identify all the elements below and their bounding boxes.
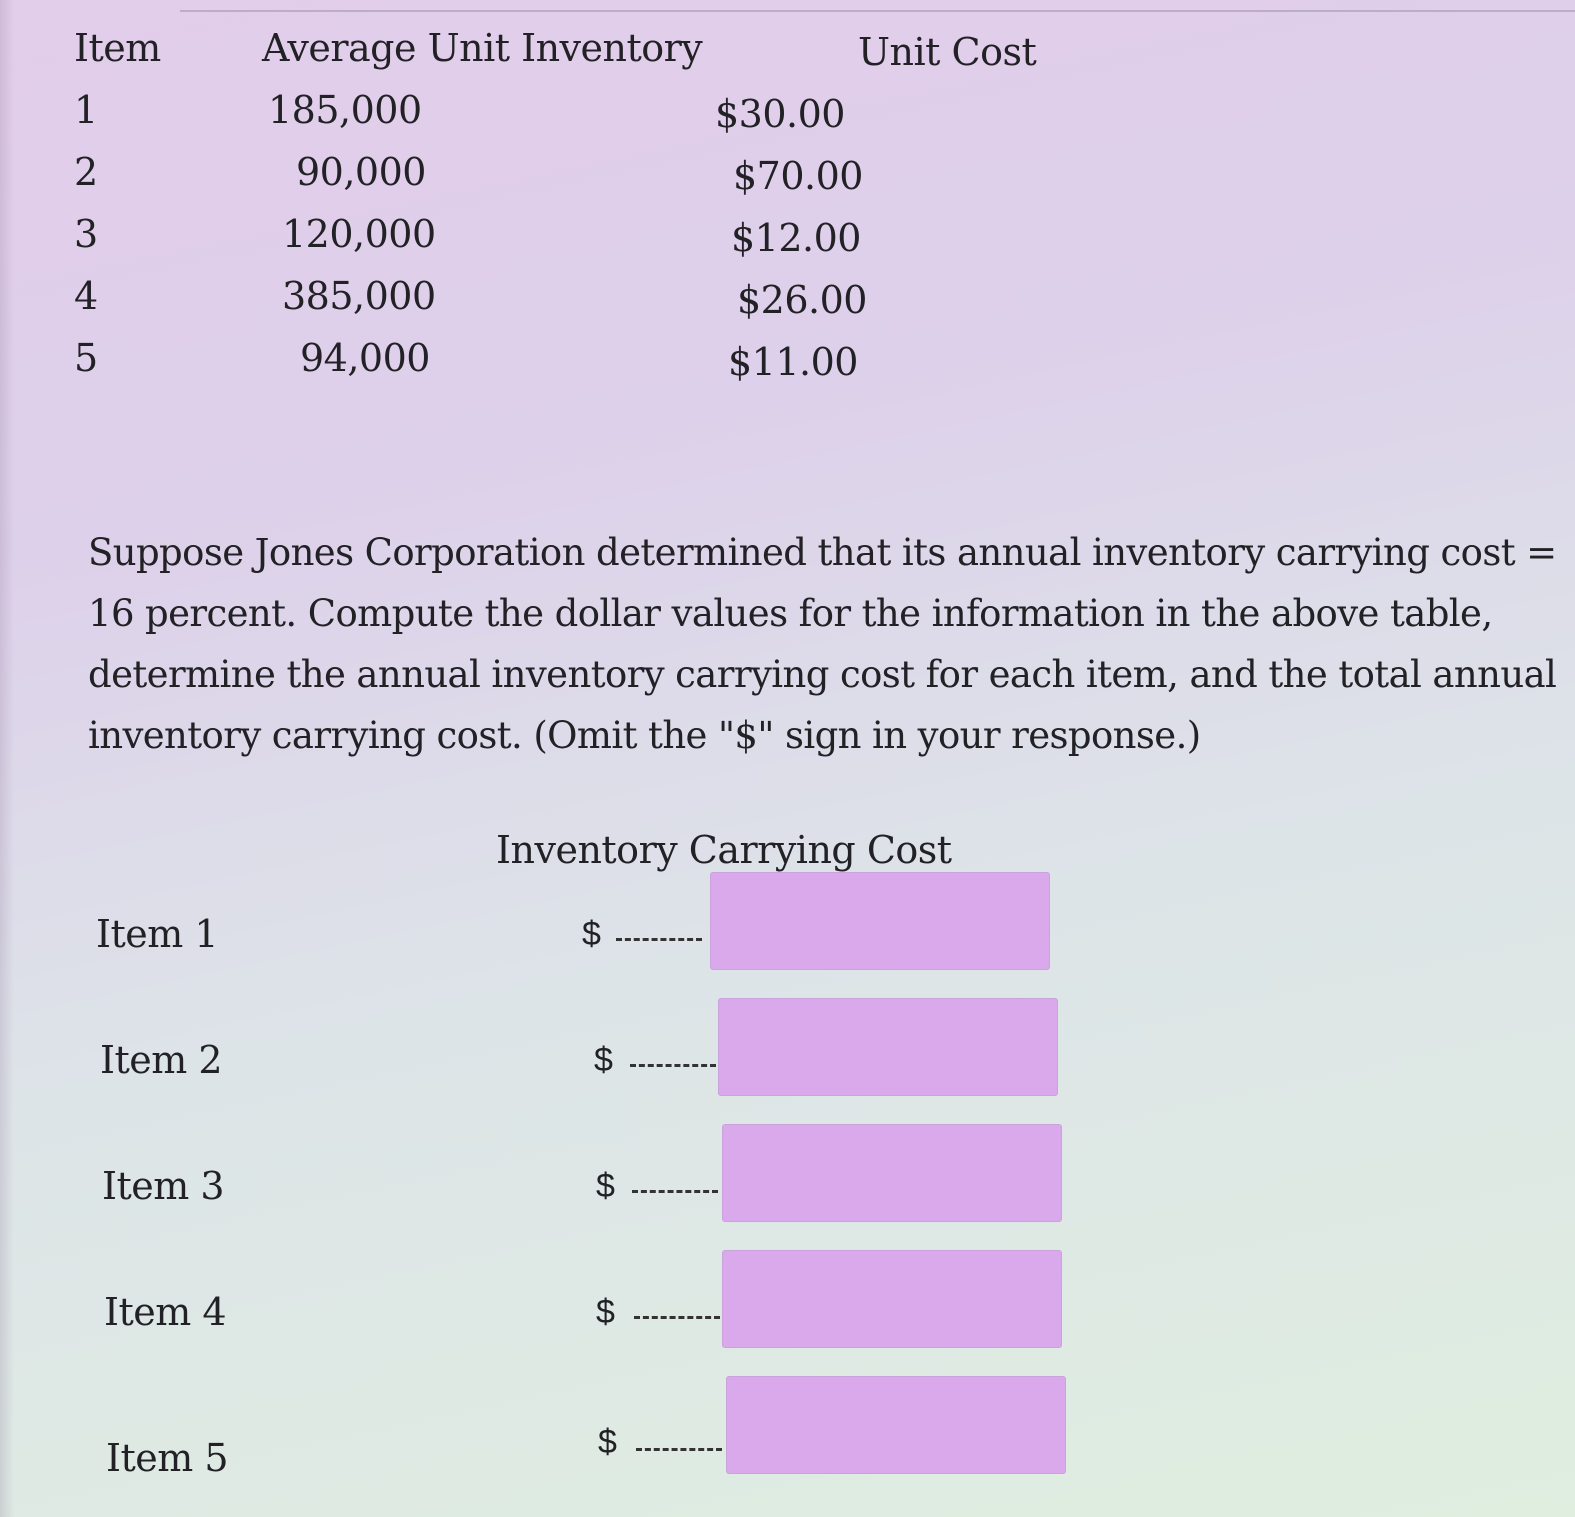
item-5-carrying-cost-input[interactable] [726, 1376, 1066, 1474]
dollar-sign: $ [596, 1293, 615, 1331]
dash-leader [630, 1064, 716, 1067]
item-2-carrying-cost-input[interactable] [718, 998, 1058, 1096]
table-row-1-inventory: 185,000 [268, 88, 422, 132]
header-item: Item [74, 26, 161, 70]
item-1-carrying-cost-input[interactable] [710, 872, 1050, 970]
table-row-4-item: 4 [74, 274, 98, 318]
table-row-1-unit-cost: $30.00 [715, 92, 845, 136]
dollar-sign: $ [596, 1167, 615, 1205]
inventory-table [0, 0, 1100, 400]
answer-row-item-4 [104, 1250, 1064, 1350]
dash-leader [616, 938, 702, 941]
table-row-2-unit-cost: $70.00 [733, 154, 863, 198]
dollar-sign: $ [598, 1423, 617, 1461]
item-4-carrying-cost-input[interactable] [722, 1250, 1062, 1348]
answer-label: Item 5 [106, 1436, 229, 1480]
table-row-1-item: 1 [74, 88, 98, 132]
table-row-4-unit-cost: $26.00 [737, 278, 867, 322]
dash-leader [636, 1448, 722, 1451]
dash-leader [634, 1316, 720, 1319]
answer-row-item-3 [102, 1124, 1062, 1224]
answer-row-item-5 [106, 1376, 1066, 1480]
answer-label: Item 1 [96, 912, 219, 956]
dash-leader [632, 1190, 718, 1193]
table-row-4-inventory: 385,000 [282, 274, 436, 318]
header-unit-cost: Unit Cost [858, 30, 1037, 74]
question-text: Suppose Jones Corporation determined that its annual inventory carrying cost = 16 percent. Compute the dollar values for the information in the above table, determine the annual inventory carrying cost for each item, and the total annual inventory carrying cost. (Omit the "$" sign in your response.) [88, 531, 1557, 757]
dollar-sign: $ [594, 1041, 613, 1079]
item-3-carrying-cost-input[interactable] [722, 1124, 1062, 1222]
answer-row-item-2 [100, 998, 1060, 1098]
table-row-3-item: 3 [74, 212, 98, 256]
answer-column-header: Inventory Carrying Cost [496, 828, 952, 872]
table-row-3-unit-cost: $12.00 [731, 216, 861, 260]
dollar-sign: $ [582, 915, 601, 953]
table-row-5-item: 5 [74, 336, 98, 380]
header-average-unit-inventory: Average Unit Inventory [262, 26, 703, 70]
table-row-2-inventory: 90,000 [296, 150, 426, 194]
answer-row-item-1 [96, 872, 1056, 972]
answer-label: Item 3 [102, 1164, 225, 1208]
table-row-5-unit-cost: $11.00 [728, 340, 858, 384]
answer-label: Item 2 [100, 1038, 223, 1082]
answer-label: Item 4 [104, 1290, 227, 1334]
table-row-2-item: 2 [74, 150, 98, 194]
table-row-5-inventory: 94,000 [300, 336, 430, 380]
table-row-3-inventory: 120,000 [282, 212, 436, 256]
